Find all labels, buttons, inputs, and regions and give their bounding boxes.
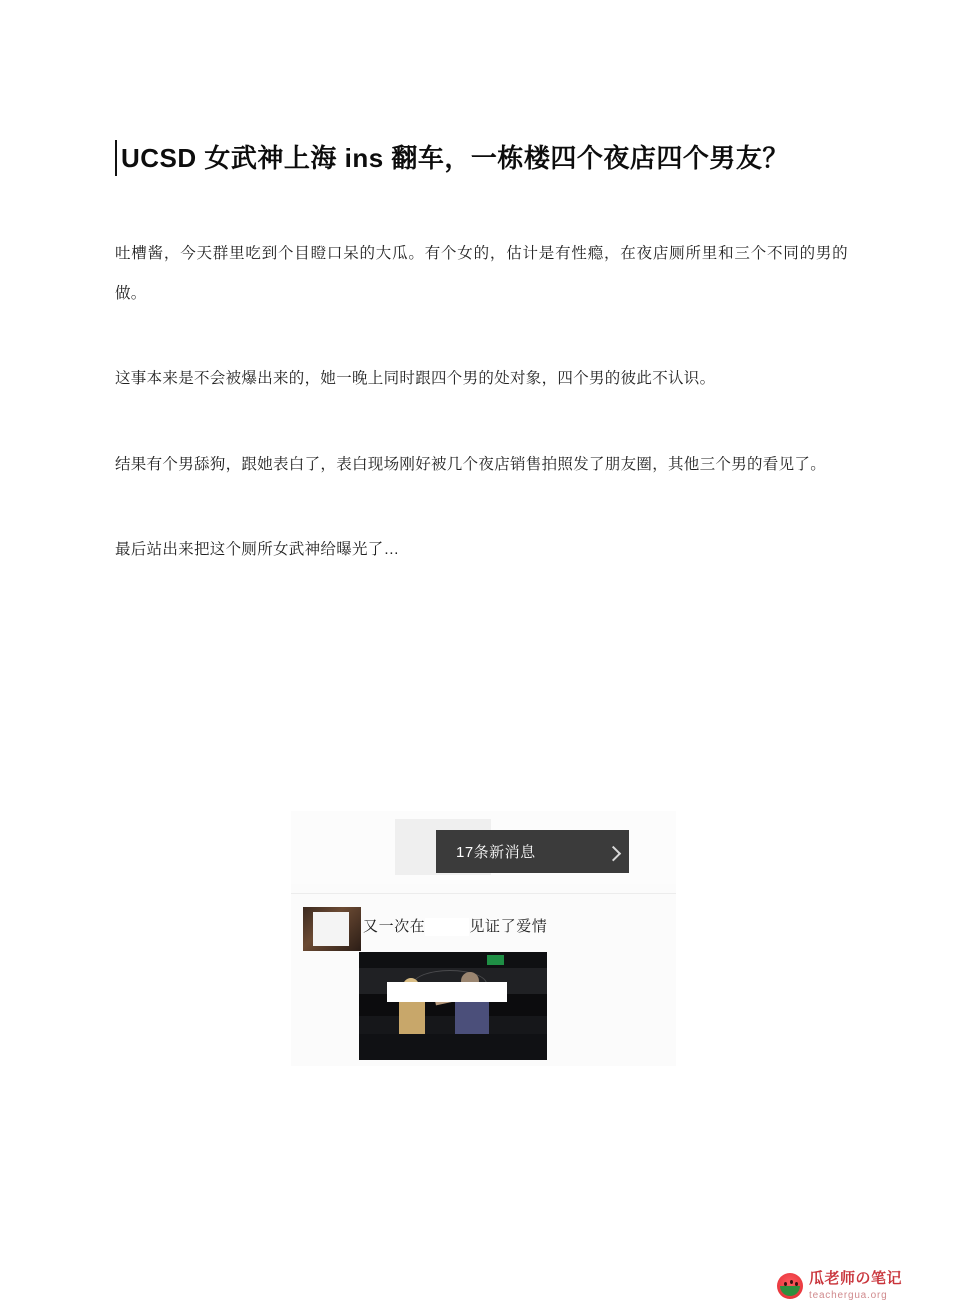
exit-sign-icon: [487, 955, 504, 965]
watermark-name: 瓜老师の笔记: [809, 1270, 903, 1288]
divider: [291, 893, 676, 894]
watermelon-icon: [777, 1273, 803, 1299]
embedded-screenshot: [291, 811, 676, 1066]
caption-prefix: 又一次在: [363, 918, 426, 935]
photo-redaction: [387, 982, 507, 1002]
watermark: [777, 1266, 937, 1306]
paragraph-4: 最后站出来把这个厕所女武神给曝光了…: [115, 541, 400, 559]
caption-redaction: [425, 918, 469, 936]
screenshot-top-row: [291, 811, 676, 884]
article-content: [115, 140, 848, 570]
chevron-right-icon: [606, 845, 622, 861]
avatar: [303, 907, 361, 951]
watermark-url: teachergua.org: [809, 1290, 888, 1302]
avatar-redaction: [313, 912, 349, 946]
post-photo[interactable]: [359, 952, 547, 1060]
page-title: UCSD 女武神上海 ins 翻车，一栋楼四个夜店四个男友？: [115, 140, 848, 176]
paragraph-3: 结果有个男舔狗，跟她表白了，表白现场刚好被几个夜店销售拍照发了朋友圈，其他三个男的看见了。: [115, 455, 827, 473]
photo-floor: [359, 1034, 547, 1060]
post-caption: [363, 915, 663, 936]
photo-ceiling: [359, 952, 547, 968]
new-messages-label: 17条新消息: [456, 844, 536, 861]
new-messages-banner[interactable]: [436, 830, 629, 873]
paragraph-1: 吐槽酱，今天群里吃到个目瞪口呆的大瓜。有个女的，估计是有性瘾，在夜店厕所里和三个不同的男的做。: [115, 245, 848, 302]
caption-suffix: 见证了爱情: [469, 918, 548, 935]
watermark-text: [809, 1270, 902, 1302]
paragraph-2: 这事本来是不会被爆出来的，她一晚上同时跟四个男的处对象，四个男的彼此不认识。: [115, 370, 716, 388]
